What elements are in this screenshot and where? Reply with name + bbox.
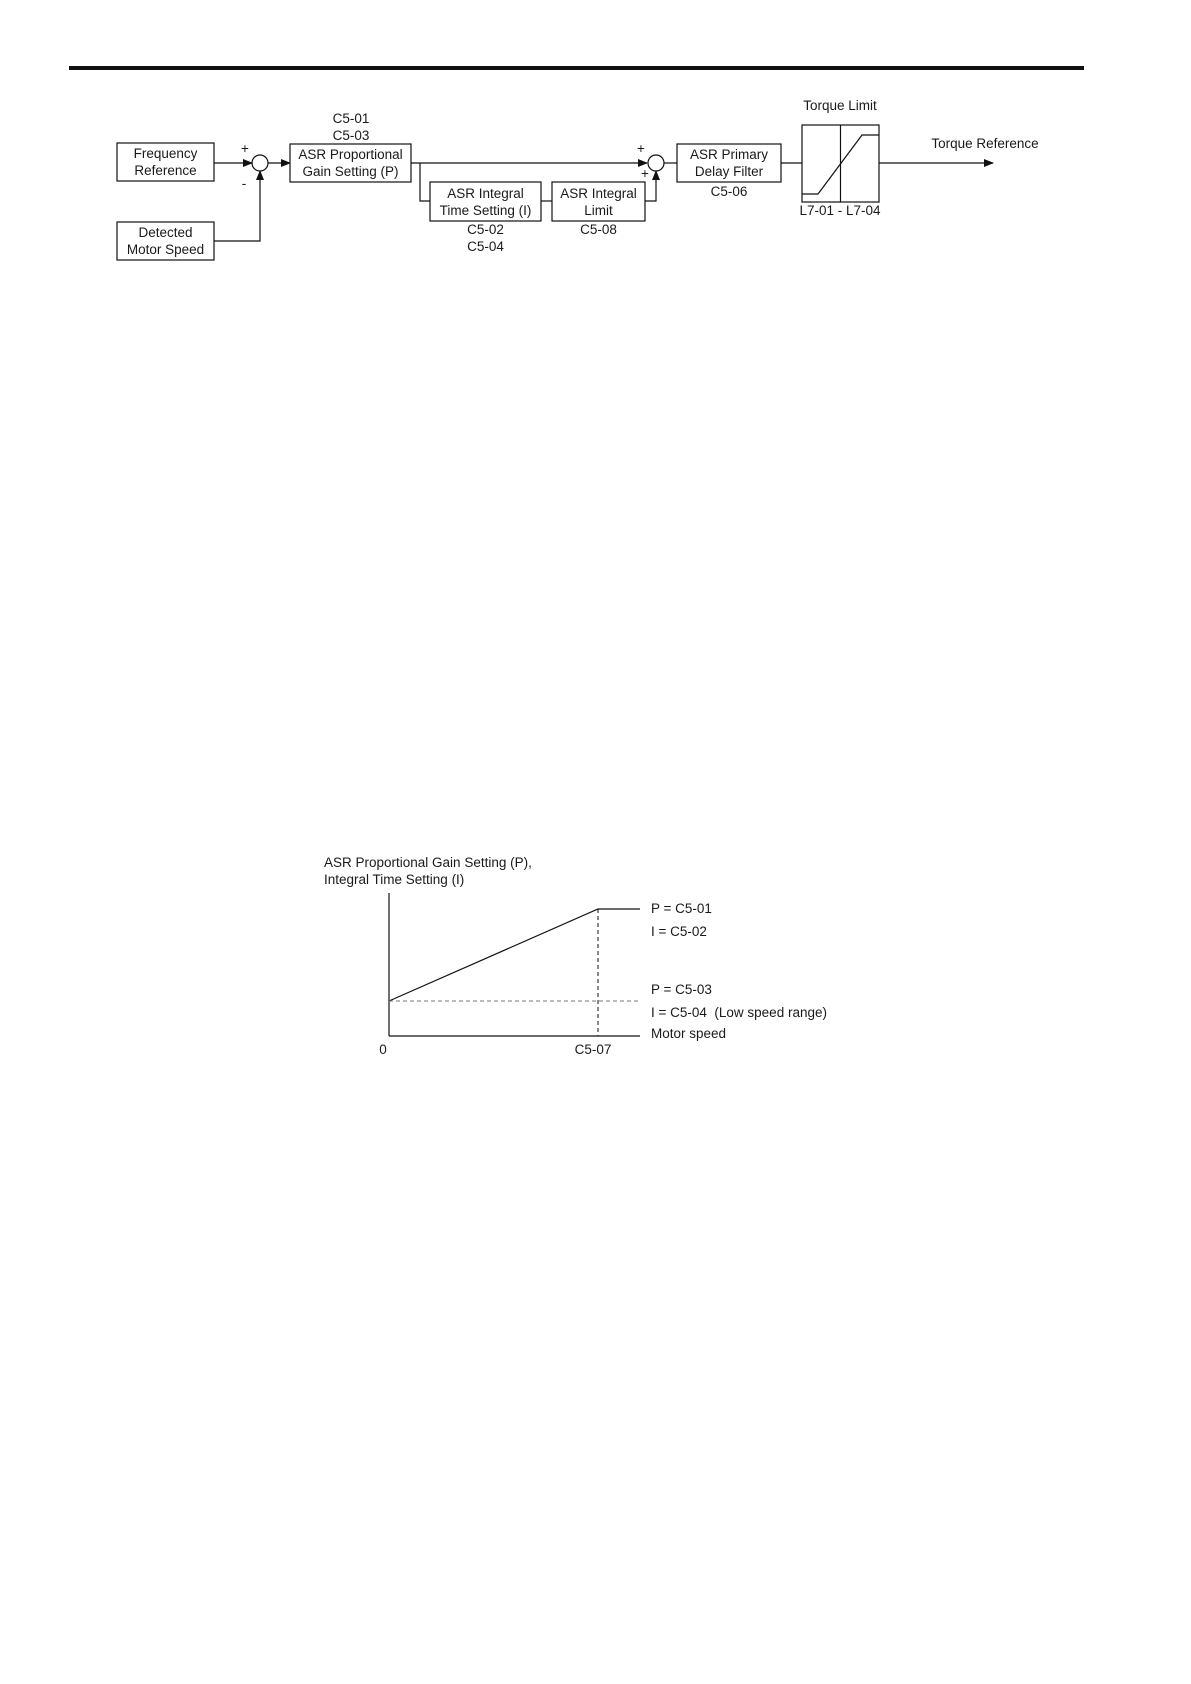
asr-integral-limit-block xyxy=(552,182,645,221)
asr-proportional-gain-block xyxy=(290,144,411,182)
asr-i-line2: Time Setting (I) xyxy=(439,203,532,218)
detected-motor-speed-line1: Detected xyxy=(138,225,193,240)
asr-i-param-1: C5-02 xyxy=(467,222,504,237)
frequency-reference-line2: Reference xyxy=(134,163,197,178)
high-label-i: I = C5-02 xyxy=(651,924,707,939)
asr-gain-switching-chart xyxy=(324,855,827,1057)
delay-filter-line1: ASR Primary xyxy=(689,147,769,162)
asr-limit-line1: ASR Integral xyxy=(560,186,637,201)
asr-block-diagram xyxy=(117,98,1039,260)
summing-junction-1 xyxy=(241,141,268,191)
low-label-p: P = C5-03 xyxy=(651,982,712,997)
sum1-plus-sign: + xyxy=(241,141,249,156)
summing-junction-2 xyxy=(637,141,664,181)
high-label-p: P = C5-01 xyxy=(651,901,712,916)
gain-chart-ylabel-line2: Integral Time Setting (I) xyxy=(324,872,465,887)
sum2-plus-sign-1: + xyxy=(637,141,645,156)
asr-limit-param: C5-08 xyxy=(580,222,617,237)
gain-chart-ylabel-line1: ASR Proportional Gain Setting (P), xyxy=(324,855,532,870)
arrow-speed-to-sum1 xyxy=(214,171,260,241)
asr-p-line1: ASR Proportional xyxy=(298,147,403,162)
branch-to-integral xyxy=(420,163,430,201)
frequency-reference-line1: Frequency xyxy=(133,146,198,161)
switch-speed-label: C5-07 xyxy=(574,1042,612,1057)
asr-i-param-2: C5-04 xyxy=(467,239,504,254)
asr-p-line2: Gain Setting (P) xyxy=(302,164,399,179)
asr-i-line1: ASR Integral xyxy=(447,186,524,201)
asr-p-param-2: C5-03 xyxy=(332,128,370,143)
origin-label: 0 xyxy=(379,1042,387,1057)
asr-primary-delay-filter-block xyxy=(677,144,781,182)
asr-p-param-1: C5-01 xyxy=(332,111,370,126)
low-label-i: I = C5-04 (Low speed range) xyxy=(651,1005,827,1020)
asr-integral-time-block xyxy=(430,182,541,221)
torque-limit-params: L7-01 - L7-04 xyxy=(799,203,881,218)
x-axis-label: Motor speed xyxy=(651,1026,727,1041)
frequency-reference-block xyxy=(117,143,214,181)
gain-curve xyxy=(389,909,640,1001)
detected-motor-speed-line2: Motor Speed xyxy=(126,242,205,257)
delay-filter-line2: Delay Filter xyxy=(694,164,764,179)
sum1-minus-sign: - xyxy=(241,176,247,191)
sum2-plus-sign-2: + xyxy=(641,166,649,181)
delay-filter-param: C5-06 xyxy=(710,184,748,199)
asr-limit-line2: Limit xyxy=(584,203,613,218)
torque-limit-block xyxy=(802,125,879,202)
torque-reference-label: Torque Reference xyxy=(931,136,1039,151)
detected-motor-speed-block xyxy=(117,222,214,260)
torque-limit-title: Torque Limit xyxy=(803,98,877,113)
